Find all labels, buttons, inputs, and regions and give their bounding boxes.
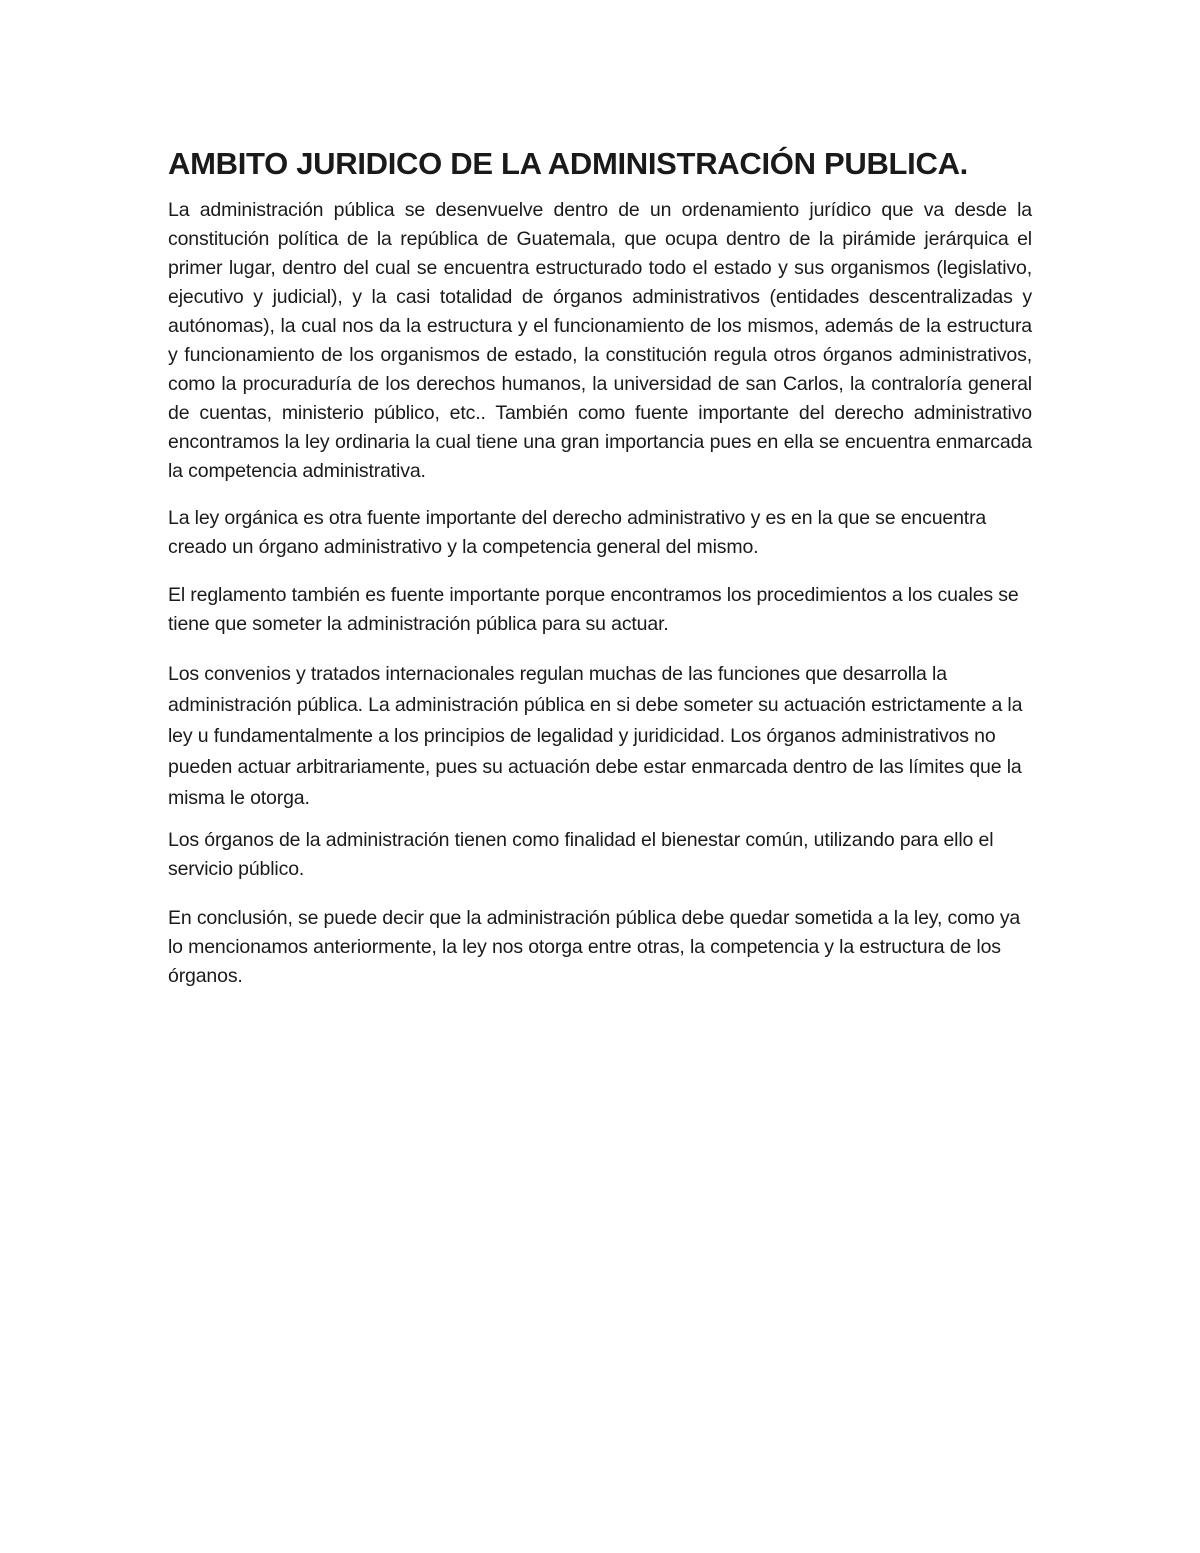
paragraph-5: Los órganos de la administración tienen como finalidad el bienestar común, utilizando para ello el servicio público.: [168, 829, 994, 880]
paragraph-3: El reglamento también es fuente importante porque encontramos los procedimientos a los cuales se tiene que someter la administración pública para su actuar.: [168, 584, 1019, 635]
document-title: AMBITO JURIDICO DE LA ADMINISTRACIÓN PUBLICA.: [168, 146, 968, 181]
paragraph-2: La ley orgánica es otra fuente importante del derecho administrativo y es en la que se encuentra creado un órgano administrativo y la competencia general del mismo.: [168, 507, 987, 558]
paragraph-6: En conclusión, se puede decir que la administración pública debe quedar sometida a la ley, como ya lo mencionamos anteriormente, la ley nos otorga entre otras, la competencia y la estructura de los órganos.: [168, 907, 1021, 987]
paragraph-1: La administración pública se desenvuelve dentro de un ordenamiento jurídico que va desde la constitución política de la república de Guatemala, que ocupa dentro de la pirámide jerárquica el primer lugar, dentro del cual se encuentra estructurado todo el estado y sus organismos (legislativo, ejecutivo y judicial), y la casi totalidad de órganos administrativos (entidades descentralizadas y autónomas), la cual nos da la estructura y el funcionamiento de los mismos, además de la estructura y funcionamiento de los organismos de estado, la constitución regula otros órganos administrativos, como la procuraduría de los derechos humanos, la universidad de san Carlos, la contraloría general de cuentas, ministerio público, etc.. También como fuente importante del derecho administrativo encontramos la ley ordinaria la cual tiene una gran importancia pues en ella se encuentra enmarcada la competencia administrativa.: [168, 199, 1032, 482]
document-body: [168, 142, 1032, 991]
paragraph-4: Los convenios y tratados internacionales regulan muchas de las funciones que desarrolla la administración pública. La administración pública en si debe someter su actuación estrictamente a la ley u fundamentalmente a los principios de legalidad y juridicidad. Los órganos administrativos no pueden actuar arbitrariamente, pues su actuación debe estar enmarcada dentro de las límites que la misma le otorga.: [168, 663, 1023, 809]
